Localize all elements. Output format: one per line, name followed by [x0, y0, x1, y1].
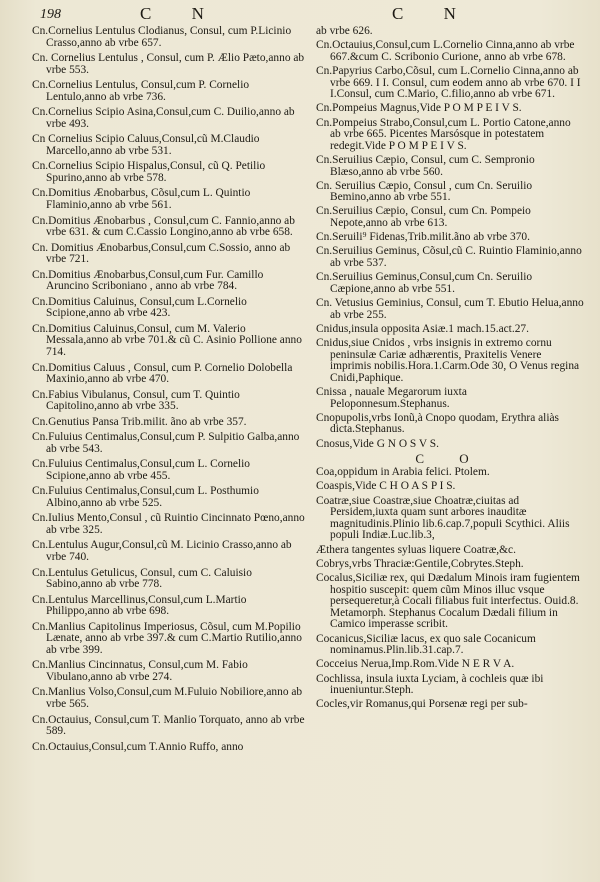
right-column	[316, 26, 584, 714]
dictionary-entry: Cn.Manlius Cincinnatus, Consul,cum M. Fabio Vibulano,anno ab vrbe 274.	[32, 659, 248, 683]
dictionary-entry: Cn.Seruilius Geminus,Consul,cum Cn. Seruilio Cæpione,anno ab vrbe 551.	[316, 271, 533, 295]
dictionary-entry: Cn.Domitius Caluus , Consul, cum P. Cornelio Dolobella Maxinio,anno ab vrbe 470.	[32, 361, 293, 386]
dictionary-entry: Cnopupolis,vrbs Ionũ,à Cnopo quodam, Erythra aliàs dicta.Stephanus.	[316, 411, 559, 436]
dictionary-entry: Cn. Seruilius Cæpio, Consul , cum Cn. Seruilio Bemino,anno ab vrbe 551.	[316, 179, 533, 204]
dictionary-entry: Cn.Seruilius Cæpio, Consul, cum C. Sempronio Blæso,anno ab vrbe 560.	[316, 153, 535, 178]
dictionary-entry: Cn.Fabius Vibulanus, Consul, cum T. Quintio Capitolino,anno ab vrbe 335.	[32, 388, 240, 413]
dictionary-entry: Cocalus,Siciliæ rex, qui Dædalum Minois iram fugientem hospitio suscepit: quem cũm Minos illuc vsque persequeretur,à Cocali filiabus fuit interfectus. Ouid.8. Metamorph. Stephanus Cocalum Dædali filium in Camico imperasse scribit.	[316, 572, 580, 631]
section-heading: C O	[415, 450, 485, 466]
dictionary-entry: Cobrys,vrbs Thraciæ:Gentile,Cobrytes.Steph.	[316, 557, 524, 570]
right-column-top	[316, 26, 584, 450]
dictionary-entry: Cn.Seruili⁹ Fidenas,Trib.milit.ãno ab vrbe 370.	[316, 231, 530, 244]
dictionary-entry: Cn.Fuluius Centimalus,Consul,cum P. Sulpitio Galba,anno ab vrbe 543.	[32, 431, 300, 455]
dictionary-entry: Cn.Fuluius Centimalus,Consul,cum L. Posthumio Albino,anno ab vrbe 525.	[32, 485, 259, 509]
running-head-left: C N	[140, 4, 222, 23]
dictionary-entry: Cn.Manlius Capitolinus Imperiosus, Cõsul, cum M.Popilio Lænate, anno ab vrbe 397.& cum C.Martio Rutilio,anno ab vrbe 399.	[32, 620, 302, 656]
dictionary-entry: Cn.Domitius Ænobarbus , Consul,cum C. Fannio,anno ab vrbe 631. & cum C.Cassio Longino,anno ab vrbe 658.	[32, 214, 295, 239]
dictionary-entry: Coatræ,siue Coastræ,siue Choatræ,ciuitas ad Persidem,iuxta quam sunt arbores inauditæ magnitudinis.Plinio lib.6.cap.7,populi Scythici. Aliis populi Indiæ.Luc.lib.3,	[316, 494, 570, 542]
page-header	[0, 4, 600, 26]
dictionary-entry: Cn.Domitius Caluinus, Consul,cum L.Cornelio Scipione,anno ab vrbe 423.	[32, 295, 247, 320]
dictionary-entry: Cn. Vetusius Geminius, Consul, cum T. Ebutio Helua,anno ab vrbe 255.	[316, 297, 584, 321]
dictionary-entry: Cnosus,Vide G N O S V S.	[316, 437, 439, 450]
dictionary-entry: Cocceius Nerua,Imp.Rom.Vide N E R V A.	[316, 658, 515, 671]
left-column	[32, 26, 306, 757]
dictionary-entry: Cnissa , nauale Megarorum iuxta Peloponnesum.Stephanus.	[316, 385, 467, 410]
dictionary-entry: Cn.Cornelius Scipio Hispalus,Consul, cũ Q. Petilio Spurino,anno ab vrbe 578.	[32, 160, 266, 184]
dictionary-entry: Cn.Cornelius Lentulus Clodianus, Consul, cum P.Licinio Crasso,anno ab vrbe 657.	[32, 25, 292, 49]
dictionary-entry: Cnidus,siue Cnidos , vrbs insignis in extremo cornu peninsulæ Cariæ adhærentis, Praxitelis Venere imprimis nobilis.Hora.1.Carm.Ode 30, O Venus regina Cnidi,Paphique.	[316, 336, 580, 384]
page-number: 198	[40, 7, 61, 22]
running-head-right: C N	[392, 4, 474, 23]
dictionary-entry: Cn.Lentulus Augur,Consul,cũ M. Licinio Crasso,anno ab vrbe 740.	[32, 539, 292, 564]
dictionary-entry: Cn. Domitius Ænobarbus,Consul,cum C.Sossio, anno ab vrbe 721.	[32, 241, 291, 266]
dictionary-entry: Cn.Papyrius Carbo,Cõsul, cum L.Cornelio Cinna,anno ab vrbe 669. I I. Consul, cum eodem anno ab vrbe 670. I I I.Consul, cum C.Mario, C.filio,anno ab vrbe 671.	[316, 64, 581, 101]
dictionary-entry: Coaspis,Vide C H O A S P I S.	[316, 480, 456, 493]
dictionary-entry: Cn.Octauius, Consul,cum T. Manlio Torquato, anno ab vrbe 589.	[32, 713, 305, 738]
dictionary-entry: Cocanicus,Siciliæ lacus, ex quo sale Cocanicum nominamus.Plin.lib.31.cap.7.	[316, 632, 536, 657]
dictionary-entry: Cocles,vir Romanus,qui Porsenæ regi per sub-	[316, 698, 528, 711]
dictionary-entry: Cn.Iulius Mento,Consul , cũ Ruintio Cincinnato Pœno,anno ab vrbe 325.	[32, 512, 305, 536]
dictionary-entry: Cn.Pompeius Magnus,Vide P O M P E I V S.	[316, 102, 522, 115]
dictionary-entry: Cn.Manlius Volso,Consul,cum M.Fuluio Nobiliore,anno ab vrbe 565.	[32, 686, 303, 711]
dictionary-entry: Cn.Domitius Ænobarbus,Consul,cum Fur. Camillo Aruncino Scriboniano , anno ab vrbe 784.	[32, 268, 264, 293]
dictionary-entry: Cn.Domitius Caluinus,Consul, cum M. Valerio Messala,anno ab vrbe 701.& cũ C. Asinio Pollione anno 714.	[32, 322, 302, 359]
dictionary-entry: Coa,oppidum in Arabia felici. Ptolem.	[316, 466, 490, 479]
dictionary-entry: Cochlissa, insula iuxta Lyciam, à cochleis quæ ibi inueniuntur.Steph.	[316, 672, 544, 697]
dictionary-entry: Cn.Octauius,Consul,cum T.Annio Ruffo, anno	[32, 740, 244, 753]
dictionary-entry: Cn.Lentulus Getulicus, Consul, cum C. Caluisio Sabino,anno ab vrbe 778.	[32, 566, 252, 591]
dictionary-entry: Cn.Cornelius Lentulus, Consul,cum P. Cornelio Lentulo,anno ab vrbe 736.	[32, 79, 250, 103]
dictionary-entry: Cn. Cornelius Lentulus , Consul, cum P. Ælio Pæto,anno ab vrbe 553.	[32, 52, 305, 76]
dictionary-entry: Cn.Fuluius Centimalus,Consul,cum L. Cornelio Scipione,anno ab vrbe 455.	[32, 458, 251, 482]
dictionary-entry: Cn.Lentulus Marcellinus,Consul,cum L.Martio Philippo,anno ab vrbe 698.	[32, 593, 247, 618]
dictionary-entry: Cn.Seruilius Geminus, Cõsul,cũ C. Ruintio Flaminio,anno ab vrbe 537.	[316, 245, 582, 270]
dictionary-entry: Cn.Genutius Pansa Trib.milit. ãno ab vrbe 357.	[32, 415, 247, 428]
right-column-bottom	[316, 467, 584, 711]
dictionary-entry: Cn.Seruilius Cæpio, Consul, cum Cn. Pompeio Nepote,anno ab vrbe 613.	[316, 205, 531, 230]
dictionary-entry: Cn.Octauius,Consul,cum L.Cornelio Cinna,anno ab vrbe 667.&cum C. Scribonio Curione, anno ab vrbe 678.	[316, 39, 575, 63]
dictionary-entry: Cnidus,insula opposita Asiæ.1 mach.15.act.27.	[316, 322, 529, 335]
dictionary-entry: Cn.Domitius Ænobarbus, Cõsul,cum L. Quintio Flaminio,anno ab vrbe 561.	[32, 187, 251, 212]
dictionary-entry: Æthera tangentes syluas liquere Coatræ,&c.	[316, 543, 516, 556]
dictionary-entry: Cn.Cornelius Scipio Asina,Consul,cum C. Duilio,anno ab vrbe 493.	[32, 106, 295, 130]
dictionary-entry: ab vrbe 626.	[316, 25, 373, 37]
dictionary-entry: Cn Cornelius Scipio Caluus,Consul,cũ M.Claudio Marcello,anno ab vrbe 531.	[32, 133, 260, 157]
dictionary-entry: Cn.Pompeius Strabo,Consul,cum L. Portio Catone,anno ab vrbe 665. Picentes Marsósque in potestatem redegit.Vide P O M P E I V S.	[316, 116, 571, 152]
